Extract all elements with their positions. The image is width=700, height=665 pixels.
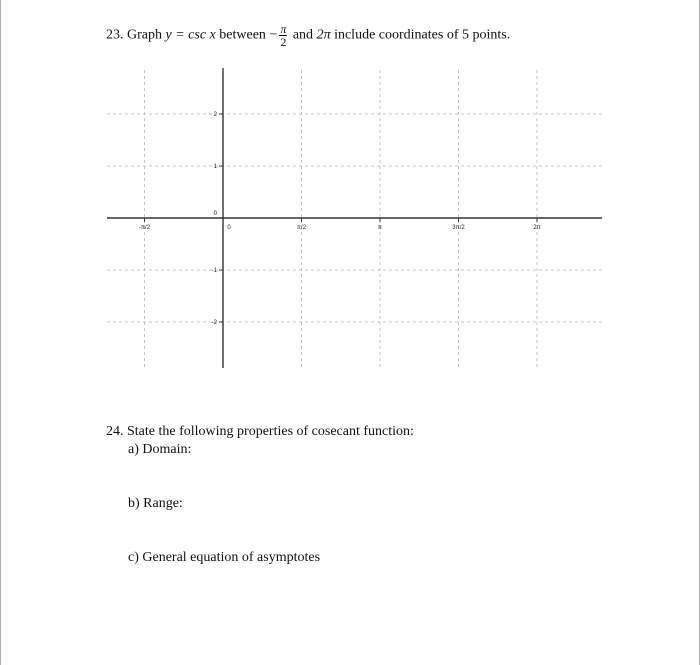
- y-tick-label: 2: [213, 112, 217, 118]
- question-23-minus: −: [269, 27, 278, 43]
- part-a-domain: a) Domain:: [128, 442, 192, 457]
- question-23-number: 23.: [106, 27, 124, 43]
- grid-lines: [107, 70, 602, 368]
- part-c-asymptotes: c) General equation of asymptotes: [128, 550, 321, 565]
- question-23-function: y = csc x: [165, 27, 216, 43]
- y-tick-label: -2: [211, 320, 217, 326]
- question-23-upper-bound: 2π: [316, 27, 331, 43]
- y-tick-label: -1: [211, 268, 217, 274]
- x-tick-label: 0: [227, 225, 231, 231]
- x-tick-label: π: [377, 225, 383, 231]
- tick-labels: [139, 112, 541, 326]
- y-tick-label: 0: [213, 211, 217, 217]
- x-tick-label: π/2: [296, 225, 307, 231]
- question-23-prefix: Graph: [127, 27, 162, 43]
- question-23-and: and: [292, 27, 314, 43]
- axes: [107, 68, 602, 368]
- x-tick-label: 3π/2: [452, 225, 465, 231]
- x-tick-label: 2π: [533, 225, 541, 231]
- question-23-suffix: include coordinates of 5 points.: [334, 27, 511, 43]
- y-tick-label: 1: [213, 164, 217, 170]
- question-23-between: between: [219, 27, 266, 43]
- part-b-range: b) Range:: [128, 496, 183, 511]
- fraction-denominator: 2: [280, 35, 287, 49]
- fraction-numerator: π: [280, 22, 287, 36]
- x-tick-label: -π/2: [138, 225, 151, 231]
- question-24-title: 24. State the following properties of cosecant function:: [106, 424, 414, 439]
